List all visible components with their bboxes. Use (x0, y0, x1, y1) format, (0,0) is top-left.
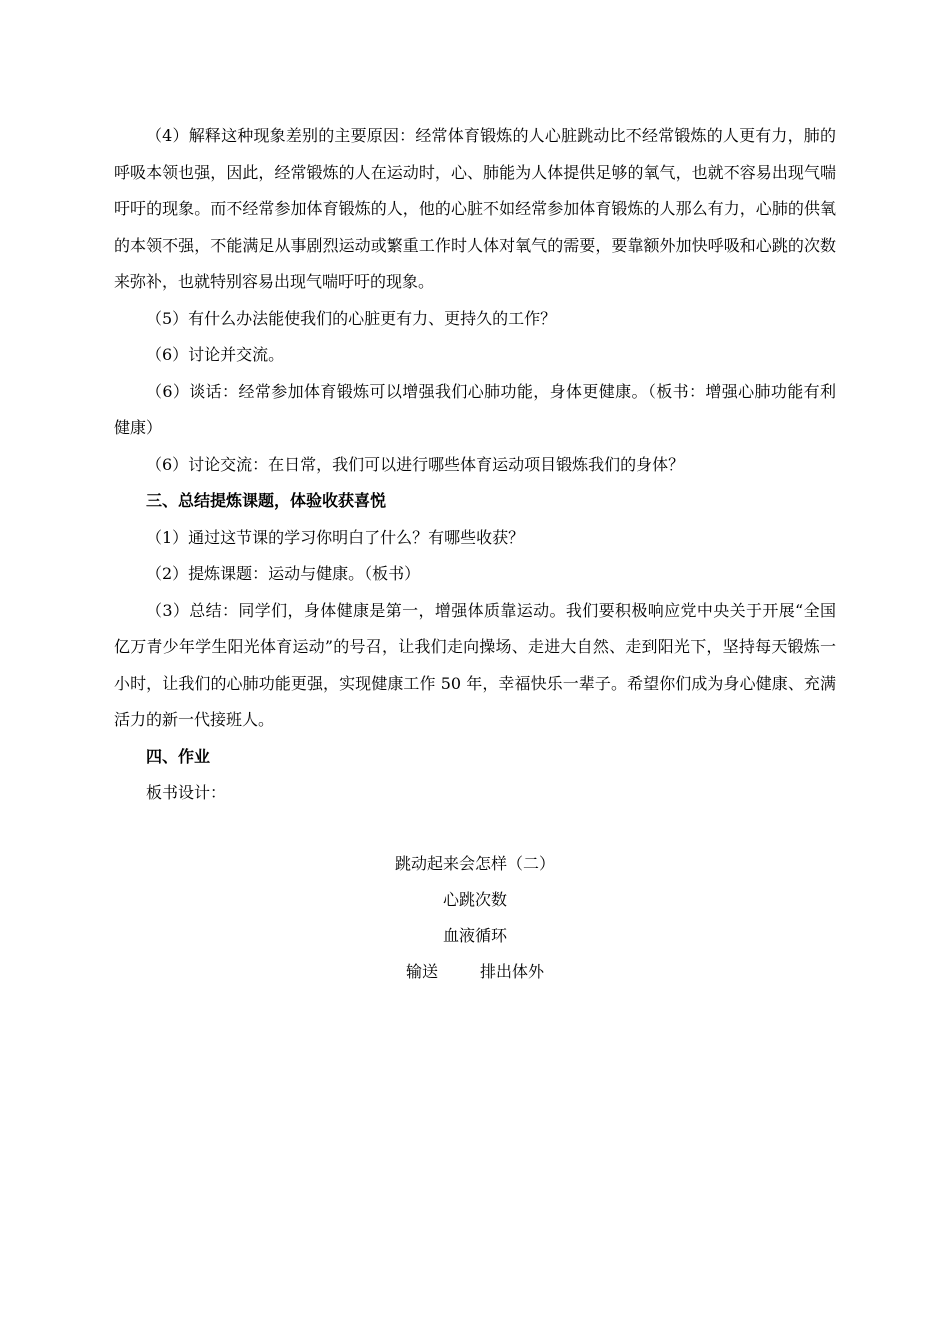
board-design-label: 板书设计： (146, 783, 227, 802)
document-body (114, 118, 836, 812)
board-line-transport (0, 954, 950, 990)
board-design (0, 846, 950, 990)
summary-item-3: （3）总结：同学们，身体健康是第一，增强体质靠运动。我们要积极响应党中央关于开展“全国亿万青少年学生阳光体育运动”的号召，让我们走向操场、走进大自然、走到阳光下，坚持每天锻炼一小时，让我们的心肺功能更强，实现健康工作 50 年，幸福快乐一辈子。希望你们成为身心健康、充满活力的新一代接班人。 (114, 600, 836, 729)
paragraph-exchange: （6）讨论交流：在日常，我们可以进行哪些体育运动项目锻炼我们的身体？ (146, 454, 685, 474)
board-line-heart-rate: 心跳次数 (442, 890, 507, 909)
section-heading-summary: 三、总结提炼课题，体验收获喜悦 (146, 491, 387, 510)
paragraph-discuss: （6）讨论并交流。 (146, 345, 285, 364)
paragraph-explanation: （4）解释这种现象差别的主要原因：经常体育锻炼的人心脏跳动比不经常锻炼的人更有力，肺的呼吸本领也强，因此，经常锻炼的人在运动时，心、肺能为人体提供足够的氧气，也就不容易出现气喘吁吁的现象。而不经常参加体育锻炼的人，他的心脏不如经常参加体育锻炼的人那么有力，心肺的供氧的本领不强，不能满足从事剧烈运动或繁重工作时人体对氧气的需要，要靠额外加快呼吸和心跳的次数来弥补，也就特别容易出现气喘吁吁的现象。 (114, 126, 836, 291)
paragraph-talk: （6）谈话：经常参加体育锻炼可以增强我们心肺功能，身体更健康。（板书：增强心肺功能有利健康） (114, 381, 836, 437)
board-line-circulation: 血液循环 (442, 926, 507, 945)
board-transport-label: 输送 (405, 962, 438, 981)
summary-item-2: （2）提炼课题：运动与健康。（板书） (146, 564, 421, 583)
section-heading-homework: 四、作业 (146, 746, 211, 766)
paragraph-question: （5）有什么办法能使我们的心脏更有力、更持久的工作？ (146, 308, 557, 328)
board-excrete-label: 排出体外 (480, 962, 545, 981)
board-title: 跳动起来会怎样（二） (394, 854, 555, 873)
summary-item-1: （1）通过这节课的学习你明白了什么？有哪些收获？ (146, 527, 525, 547)
